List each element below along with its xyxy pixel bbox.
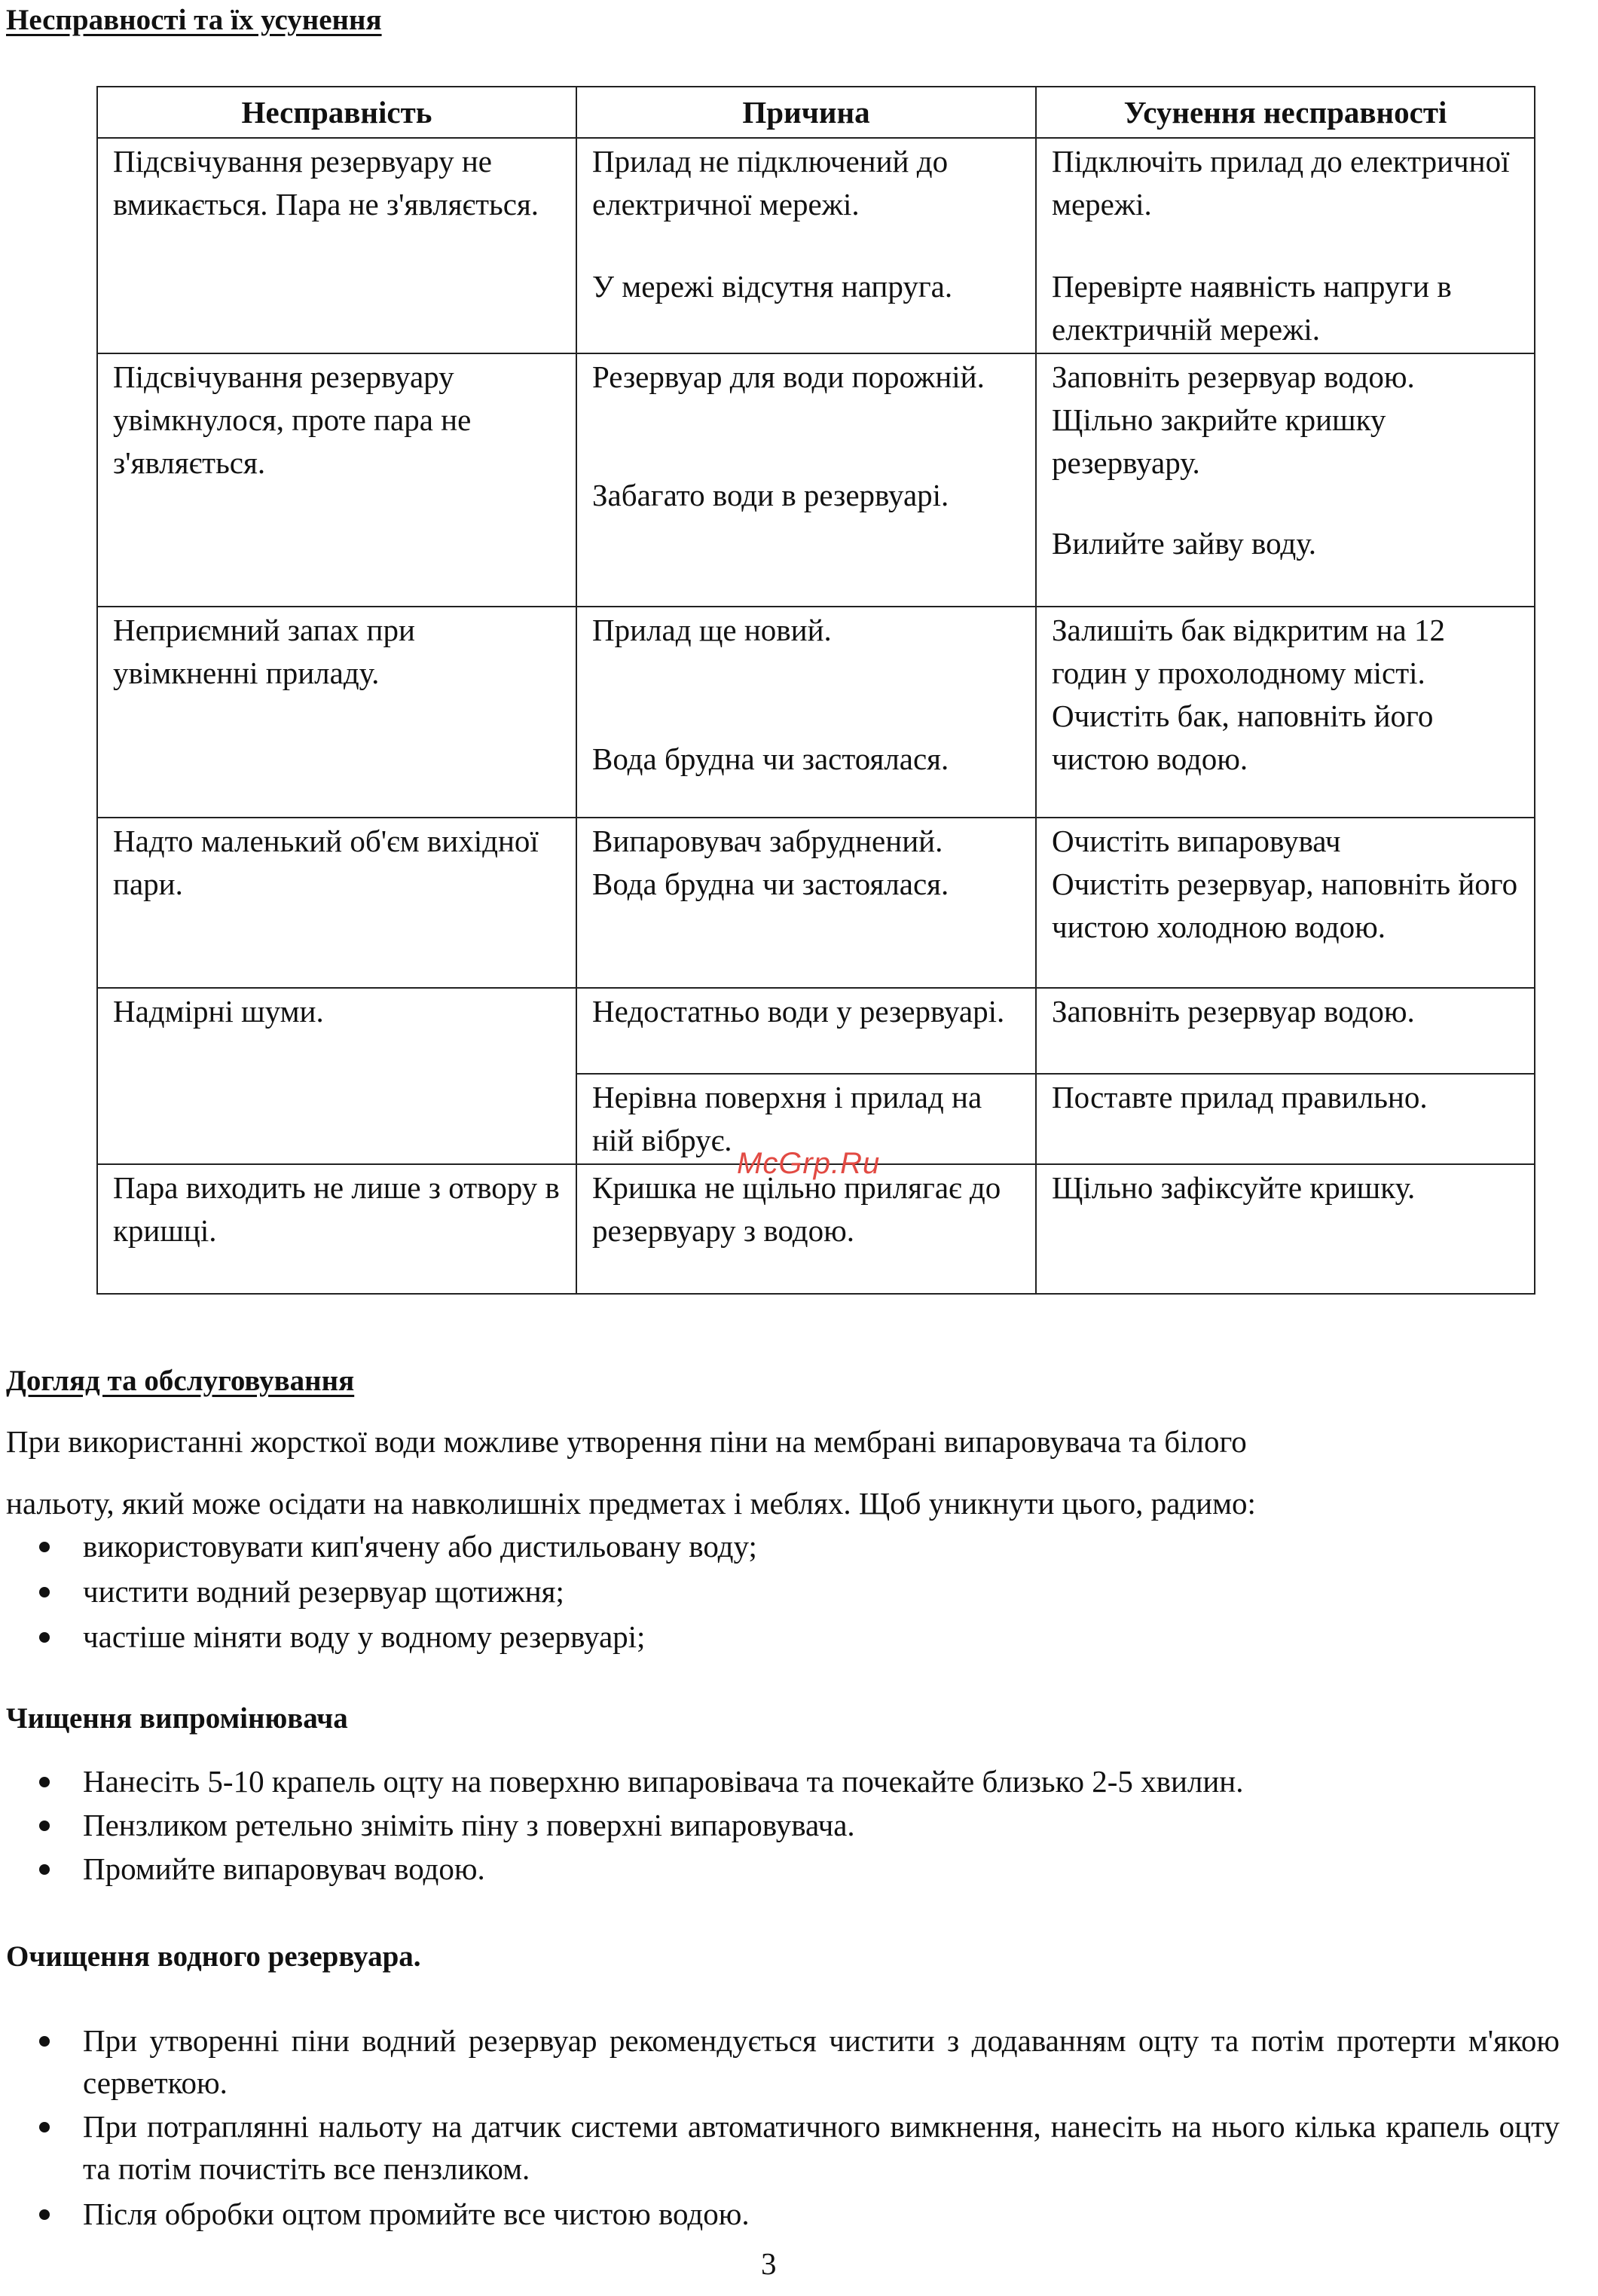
bullet-icon: [39, 2122, 50, 2132]
care-intro-line-2: нальоту, який може осідати на навколишніх предметах і меблях. Щоб уникнути цього, радимо:: [6, 1486, 1256, 1521]
fix-text: Вилийте зайву воду.: [1052, 526, 1316, 561]
fix-text: Залишіть бак відкритим на 12 годин у прохолодному місті.: [1052, 613, 1445, 690]
bullet-icon: [39, 1821, 50, 1831]
care-intro-line-1: При використанні жорсткої води можливе утворення піни на мембрані випаровувача та білого: [6, 1424, 1247, 1459]
cause-text: Забагато води в резервуарі.: [592, 478, 949, 512]
table-row: [97, 988, 1535, 1074]
table-row: [97, 818, 1535, 988]
cause-cell: [576, 607, 1036, 818]
bullet-icon: [39, 1587, 50, 1597]
cause-text: Випаровувач забруднений.: [592, 824, 943, 858]
header-fix: Усунення несправності: [1036, 87, 1535, 138]
cause-text: Вода брудна чи застоялася.: [592, 867, 949, 901]
cause-text: У мережі відсутня напруга.: [592, 269, 953, 304]
bullet-icon: [39, 1632, 50, 1643]
fault-cell: Надмірні шуми.: [97, 988, 576, 1164]
table-row: [97, 138, 1535, 353]
fault-cell: Пара виходить не лише з отвору в кришці.: [97, 1164, 576, 1294]
cause-text: Вода брудна чи застоялася.: [592, 741, 949, 776]
header-cause: Причина: [576, 87, 1036, 138]
header-fault: Несправність: [97, 87, 576, 138]
table-header-row: [97, 87, 1535, 138]
fix-text: Очистіть резервуар, наповніть його чистою холодною водою.: [1052, 867, 1518, 944]
fault-cell: Підсвічування резервуару не вмикається. Пара не з'являється.: [97, 138, 576, 353]
cause-cell: Нерівна поверхня і прилад на ній вібрує.: [576, 1074, 1036, 1164]
fix-cell: Щільно зафіксуйте кришку.: [1036, 1164, 1535, 1294]
watermark: McGrp.Ru: [737, 1147, 881, 1180]
bullet-icon: [39, 1777, 50, 1787]
cause-text: Прилад ще новий.: [592, 613, 832, 647]
faults-table: [96, 86, 1535, 1295]
bullet-icon: [39, 1864, 50, 1875]
section-title-faults: Несправності та їх усунення: [6, 4, 382, 36]
fault-cell: Неприємний запах при увімкненні приладу.: [97, 607, 576, 818]
fix-text: Очистіть випаровувач: [1052, 824, 1341, 858]
fault-cell: Підсвічування резервуару увімкнулося, проте пара не з'являється.: [97, 353, 576, 607]
cause-text: Прилад не підключений до електричної мережі.: [592, 144, 949, 222]
bullet-icon: [39, 2209, 50, 2220]
cause-cell: [576, 353, 1036, 607]
fix-cell: [1036, 607, 1535, 818]
fault-cell: Надто маленький об'єм вихідної пари.: [97, 818, 576, 988]
fix-cell: [1036, 353, 1535, 607]
table-row: [97, 353, 1535, 607]
fix-text: Заповніть резервуар водою. Щільно закрийте кришку резервуару.: [1052, 359, 1415, 480]
cause-cell: Недостатньо води у резервуарі.: [576, 988, 1036, 1074]
section-title-emitter: Чищення випромінювача: [6, 1702, 348, 1735]
fix-text: Очистіть бак, наповніть його чистою водою.: [1052, 699, 1434, 776]
fix-cell: [1036, 818, 1535, 988]
fix-text: Підключіть прилад до електричної мережі.: [1052, 144, 1510, 222]
fix-cell: [1036, 138, 1535, 353]
page-number: 3: [761, 2246, 777, 2281]
section-title-care: Догляд та обслуговування: [6, 1365, 355, 1397]
cause-cell: [576, 138, 1036, 353]
cause-cell: [576, 818, 1036, 988]
fix-text: Перевірте наявність напруги в електричній мережі.: [1052, 269, 1452, 347]
section-title-tank: Очищення водного резервуара.: [6, 1940, 421, 1973]
bullet-icon: [39, 1542, 50, 1552]
cause-text: Резервуар для води порожній.: [592, 359, 985, 394]
cause-cell: Кришка не щільно прилягає до резервуару з водою.: [576, 1164, 1036, 1294]
fix-cell: Заповніть резервуар водою.: [1036, 988, 1535, 1074]
fix-cell: Поставте прилад правильно.: [1036, 1074, 1535, 1164]
table-row: [97, 607, 1535, 818]
table-row: [97, 1164, 1535, 1294]
bullet-icon: [39, 2036, 50, 2047]
